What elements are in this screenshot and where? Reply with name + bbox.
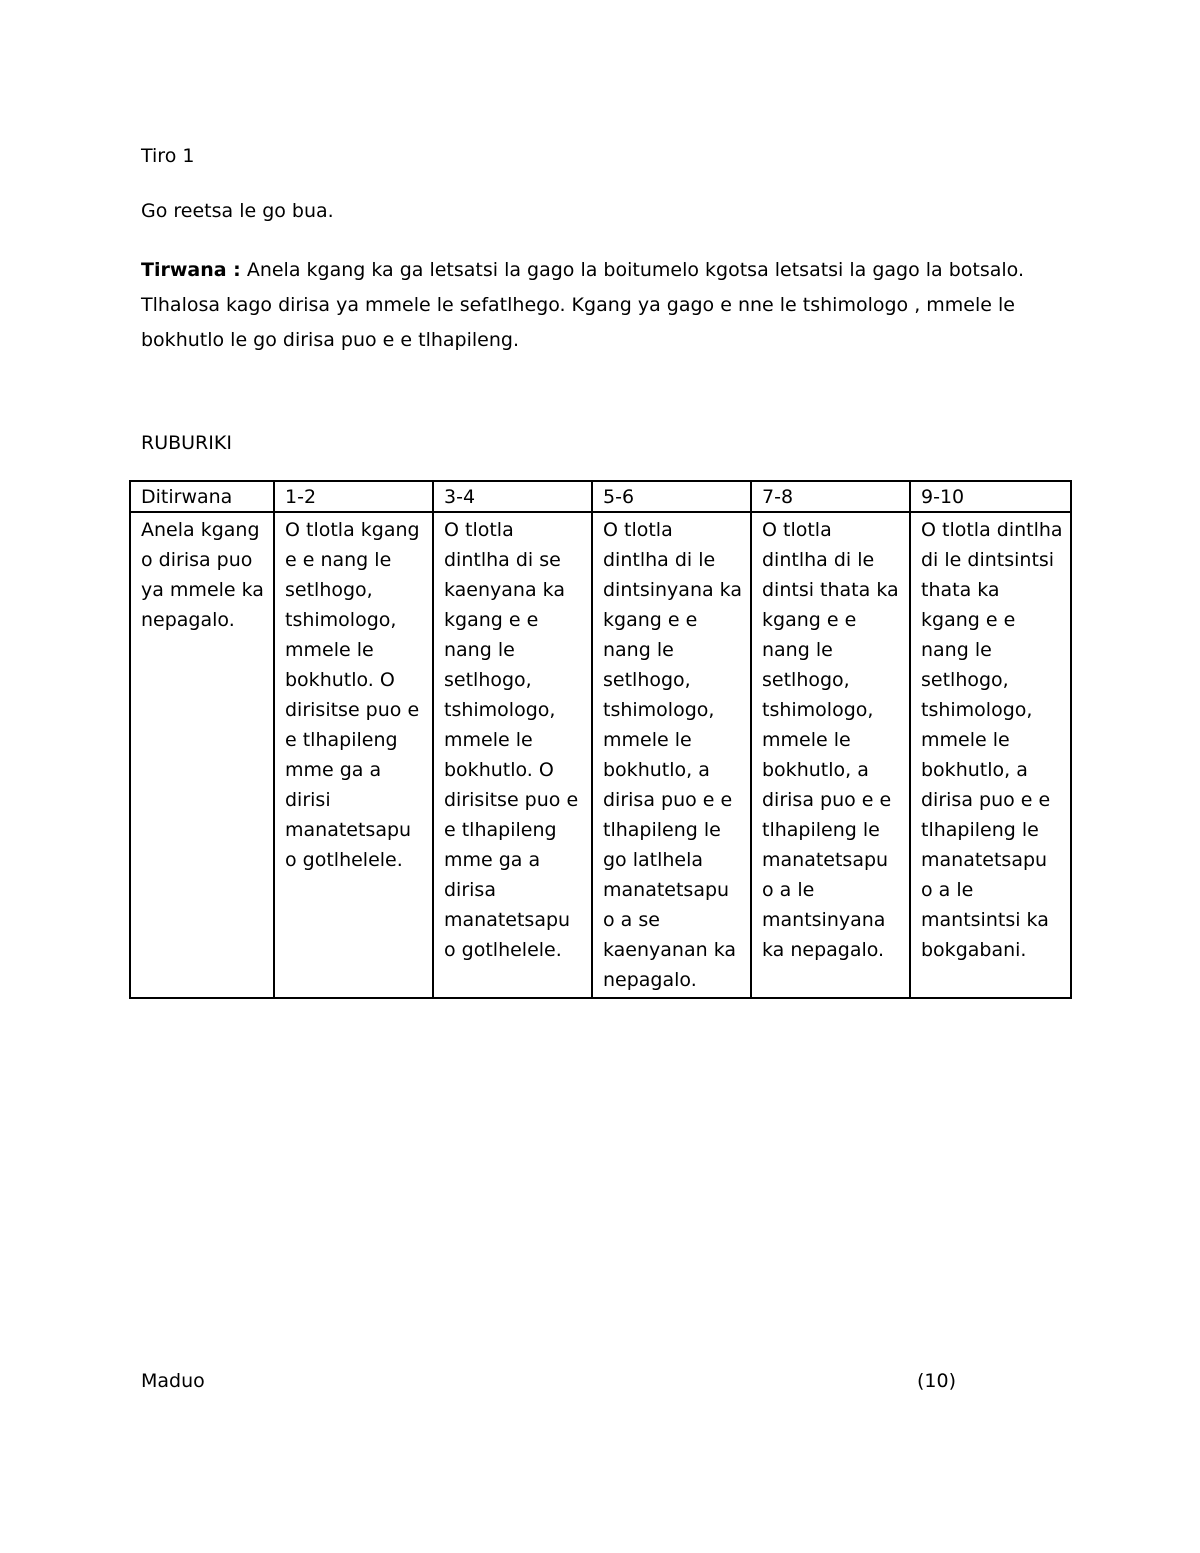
table-row	[130, 512, 1071, 998]
rubric-title: RUBURIKI	[141, 432, 232, 454]
rubric-level-cell: O tlotla dintlha di le dintsinyana ka kgang e e nang le setlhogo, tshimologo, mmele le bokhutlo, a dirisa puo e e tlhapileng le go latlhela manatetsapu o a se kaenyanan ka nepagalo.	[592, 512, 751, 998]
rubric-header-criteria: Ditirwana	[130, 481, 274, 512]
rubric-table	[129, 480, 1072, 999]
rubric-header-row	[130, 481, 1071, 512]
rubric-header-level: 1-2	[274, 481, 433, 512]
rubric-level-cell: O tlotla dintlha di se kaenyana ka kgang e e nang le setlhogo, tshimologo, mmele le bokhutlo. O dirisitse puo e e tlhapileng mme ga a dirisa manatetsapu o gotlhelele.	[433, 512, 592, 998]
task-paragraph	[141, 253, 1061, 358]
rubric-level-cell: O tlotla dintlha di le dintsi thata ka kgang e e nang le setlhogo, tshimologo, mmele le bokhutlo, a dirisa puo e e tlhapileng le manatetsapu o a le mantsinyana ka nepagalo.	[751, 512, 910, 998]
rubric-header-level: 5-6	[592, 481, 751, 512]
task-text: Anela kgang ka ga letsatsi la gago la boitumelo kgotsa letsatsi la gago la botsalo. Tlhalosa kago dirisa ya mmele le sefatlhego. Kgang ya gago e nne le tshimologo , mmele le bokhutlo le go dirisa puo e e tlhapileng.	[141, 259, 1025, 351]
rubric-header-level: 3-4	[433, 481, 592, 512]
marks-label: Maduo	[141, 1370, 205, 1392]
rubric-level-cell: O tlotla kgang e e nang le setlhogo, tshimologo, mmele le bokhutlo. O dirisitse puo e e tlhapileng mme ga a dirisi manatetsapu o gotlhelele.	[274, 512, 433, 998]
document-subheading: Go reetsa le go bua.	[141, 200, 334, 222]
rubric-level-cell: O tlotla dintlha di le dintsintsi thata ka kgang e e nang le setlhogo, tshimologo, mmele le bokhutlo, a dirisa puo e e tlhapileng le manatetsapu o a le mantsintsi ka bokgabani.	[910, 512, 1071, 998]
marks-total: (10)	[917, 1370, 957, 1392]
document-heading: Tiro 1	[141, 145, 195, 167]
task-label: Tirwana :	[141, 259, 241, 281]
rubric-criteria-cell: Anela kgang o dirisa puo ya mmele ka nepagalo.	[130, 512, 274, 998]
rubric-header-level: 9-10	[910, 481, 1071, 512]
rubric-header-level: 7-8	[751, 481, 910, 512]
